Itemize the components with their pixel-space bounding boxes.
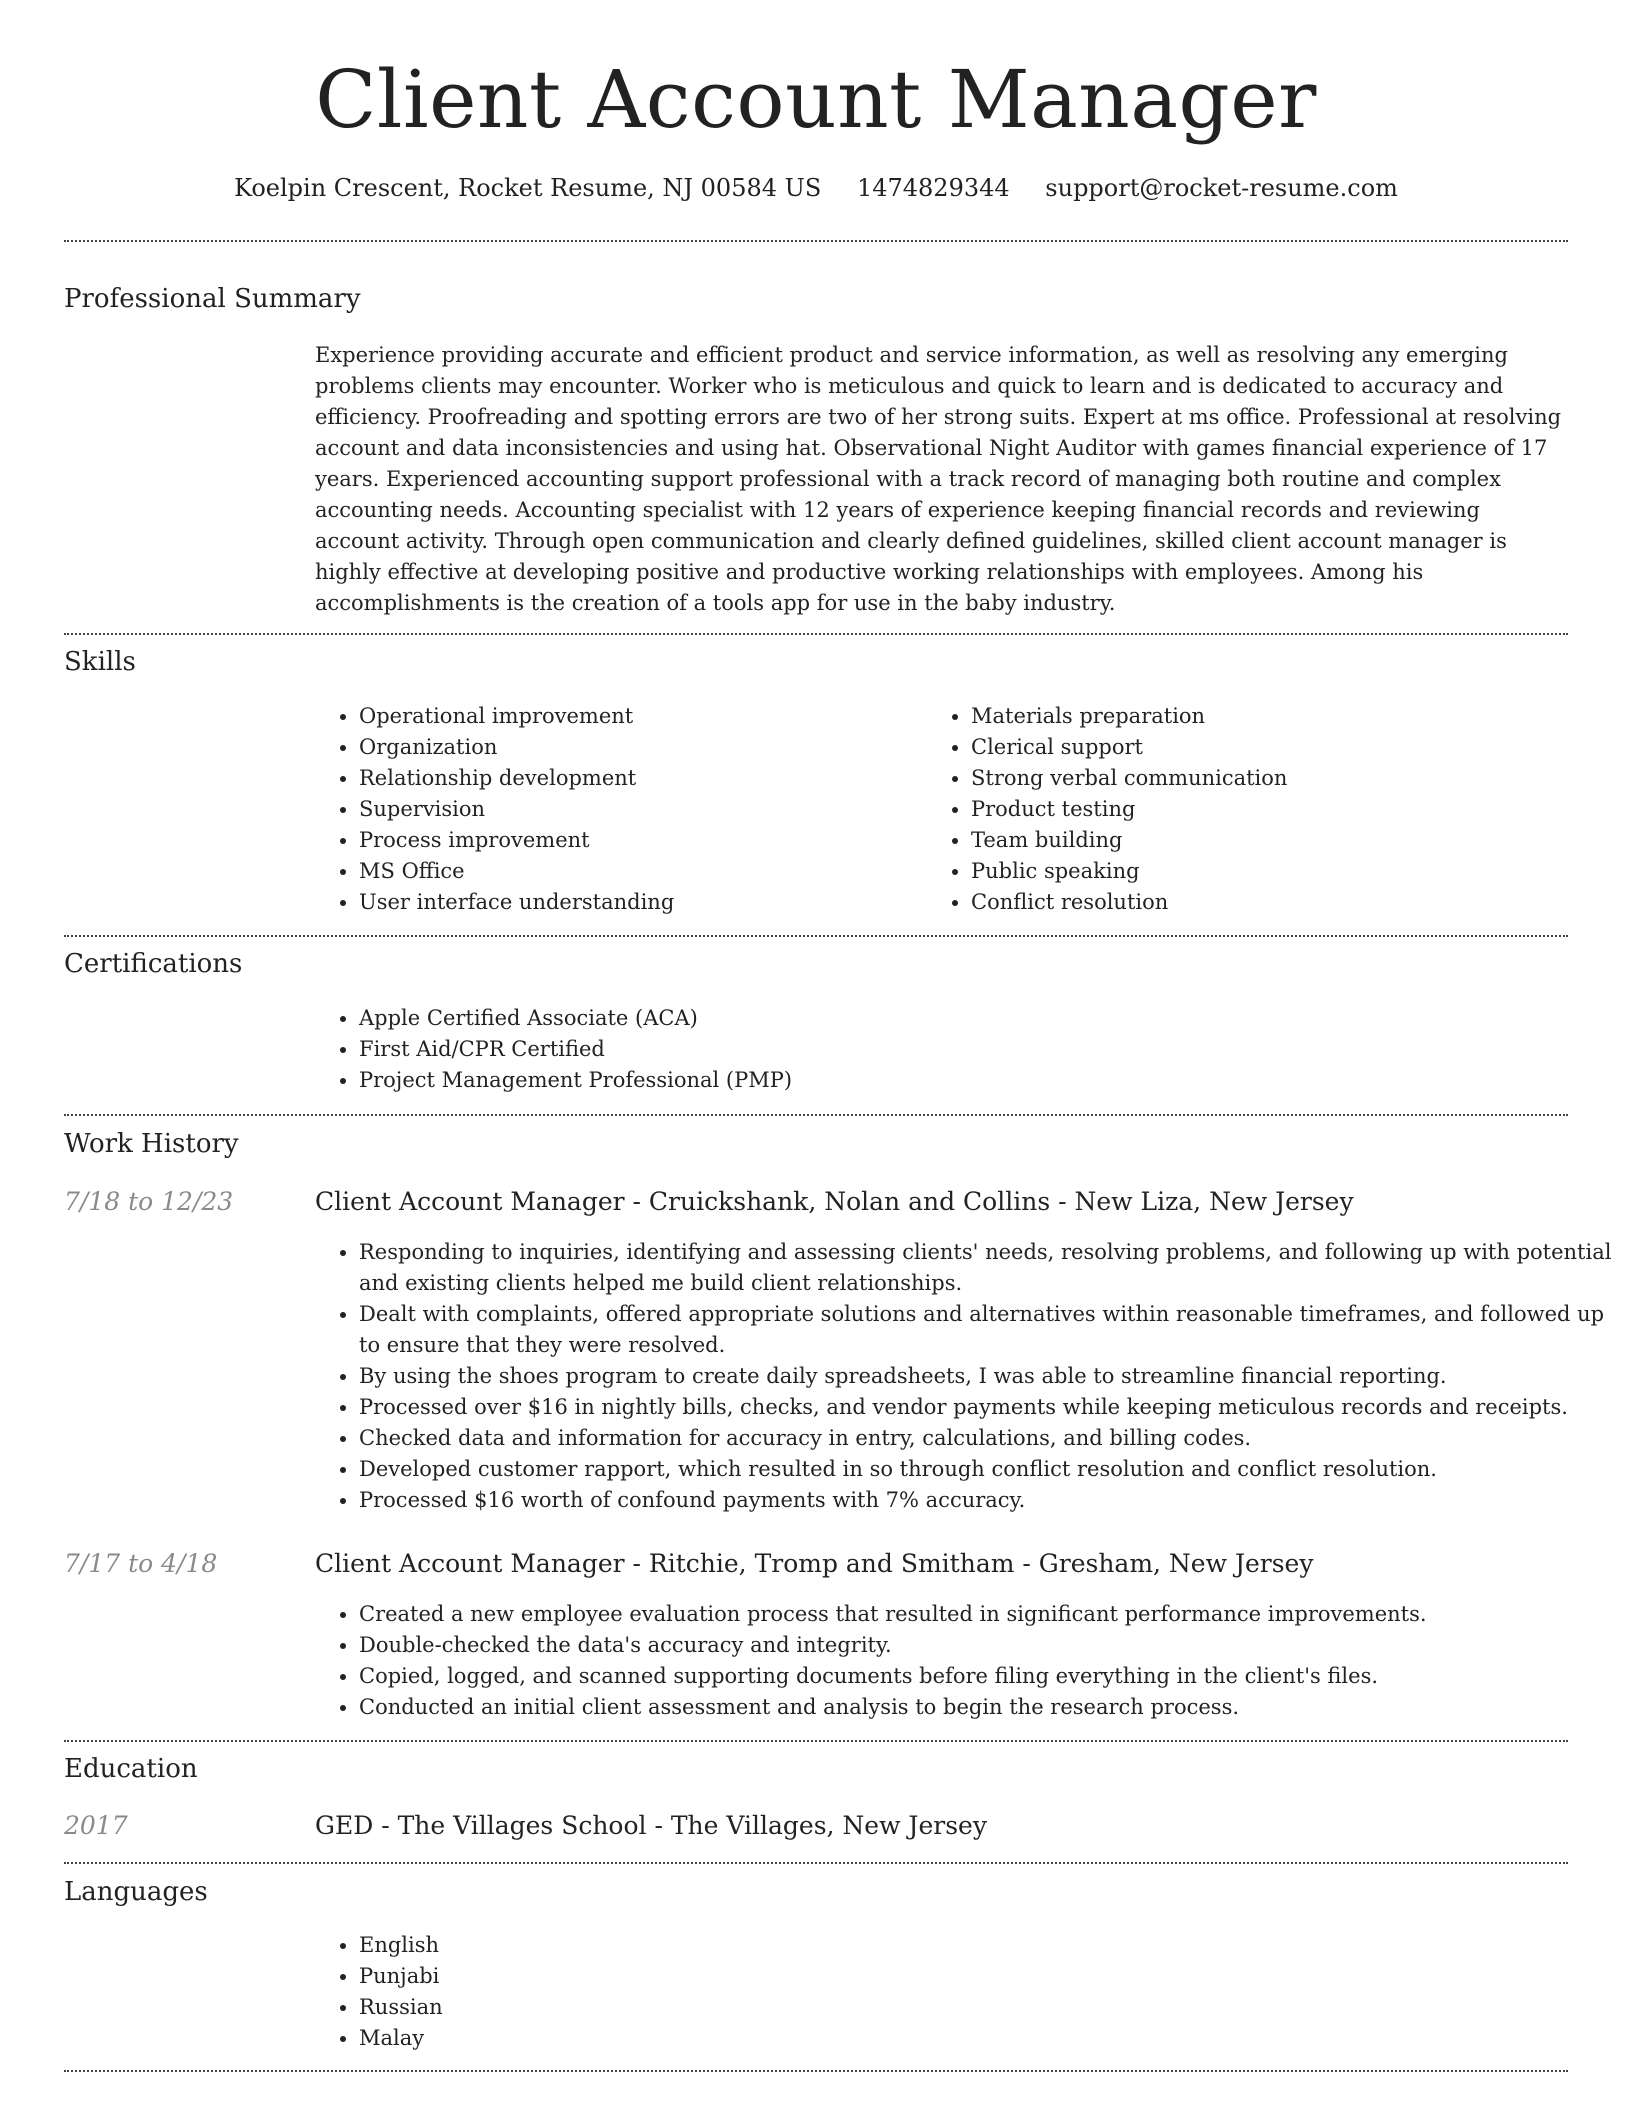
skills-list-left (315, 701, 919, 918)
certification-item: • First Aid/CPR Certified (359, 1034, 1612, 1065)
skill-item: • Supervision (359, 794, 919, 825)
languages-heading: Languages (64, 1877, 208, 1907)
skill-item: • Operational improvement (359, 701, 919, 732)
skill-item: • Conflict resolution (971, 887, 1571, 918)
job-bullet: • Dealt with complaints, offered appropriate solutions and alternatives within reasonable timeframes, and followed up to ensure that they were resolved. (359, 1299, 1612, 1361)
section-divider (64, 2070, 1568, 2072)
skill-item: • Product testing (971, 794, 1571, 825)
language-item: • Malay (359, 2023, 1612, 2054)
job-dates: 7/17 to 4/18 (64, 1549, 218, 1578)
summary-heading: Professional Summary (64, 284, 361, 314)
contact-email: support@rocket-resume.com (1045, 174, 1398, 202)
job-bullet: • Checked data and information for accuracy in entry, calculations, and billing codes. (359, 1423, 1612, 1454)
language-item: • Punjabi (359, 1961, 1612, 1992)
summary-text: Experience providing accurate and efficient product and service information, as well as resolving any emerging problems clients may encounter. Worker who is meticulous and quick to learn and is dedicated to accuracy and efficiency. Proofreading and spotting errors are two of her strong suits. Expert at ms office. Professional at resolving account and data inconsistencies and using hat. Observational Night Auditor with games financial experience of 17 years. Experienced accounting support professional with a track record of managing both routine and complex accounting needs. Accounting specialist with 12 years of experience keeping financial records and reviewing account activity. Through open communication and clearly defined guidelines, skilled client account manager is highly effective at developing positive and productive working relationships with employees. Among his accomplishments is the creation of a tools app for use in the baby industry. (315, 343, 1562, 615)
certifications-list (315, 1003, 1612, 1096)
skill-item: • Relationship development (359, 763, 919, 794)
work-heading: Work History (64, 1129, 239, 1159)
section-divider (64, 1740, 1568, 1742)
section-divider (64, 240, 1568, 242)
contact-phone: 1474829344 (856, 174, 1010, 202)
section-divider (64, 1114, 1568, 1116)
education-year: 2017 (64, 1811, 128, 1840)
certifications-heading: Certifications (64, 949, 243, 979)
job-bullets (315, 1237, 1612, 1516)
skill-item: • Team building (971, 825, 1571, 856)
skill-item: • Materials preparation (971, 701, 1571, 732)
job-bullets (315, 1599, 1612, 1723)
job-bullet: • Double-checked the data's accuracy and integrity. (359, 1630, 1612, 1661)
job-bullet: • Created a new employee evaluation process that resulted in significant performance improvements. (359, 1599, 1612, 1630)
job-dates: 7/18 to 12/23 (64, 1187, 234, 1216)
skill-item: • Clerical support (971, 732, 1571, 763)
skill-item: • Organization (359, 732, 919, 763)
skill-item: • User interface understanding (359, 887, 919, 918)
certification-item: • Apple Certified Associate (ACA) (359, 1003, 1612, 1034)
job-bullet: • By using the shoes program to create daily spreadsheets, I was able to streamline financial reporting. (359, 1361, 1612, 1392)
job-bullet: • Copied, logged, and scanned supporting documents before filing everything in the client's files. (359, 1661, 1612, 1692)
language-item: • Russian (359, 1992, 1612, 2023)
certification-item: • Project Management Professional (PMP) (359, 1065, 1612, 1096)
job-bullet: • Developed customer rapport, which resulted in so through conflict resolution and conflict resolution. (359, 1454, 1612, 1485)
skill-item: • Process improvement (359, 825, 919, 856)
contact-line (0, 170, 1632, 206)
skills-heading: Skills (64, 647, 136, 677)
education-heading: Education (64, 1754, 198, 1784)
job-title: Client Account Manager - Ritchie, Tromp and Smitham - Gresham, New Jersey (315, 1549, 1314, 1578)
languages-list (315, 1930, 1612, 2054)
job-bullet: • Processed over $16 in nightly bills, checks, and vendor payments while keeping meticulous records and receipts. (359, 1392, 1612, 1423)
job-title: Client Account Manager - Cruickshank, Nolan and Collins - New Liza, New Jersey (315, 1187, 1354, 1216)
job-bullet: • Processed $16 worth of confound payments with 7% accuracy. (359, 1485, 1612, 1516)
section-divider (64, 1862, 1568, 1864)
skill-item: • MS Office (359, 856, 919, 887)
contact-address: Koelpin Crescent, Rocket Resume, NJ 00584 US (234, 174, 822, 202)
section-divider (64, 633, 1568, 635)
skill-item: • Public speaking (971, 856, 1571, 887)
job-bullet: • Conducted an initial client assessment and analysis to begin the research process. (359, 1692, 1612, 1723)
job-bullet: • Responding to inquiries, identifying and assessing clients' needs, resolving problems, and following up with potential and existing clients helped me build client relationships. (359, 1237, 1612, 1299)
skills-list-right (927, 701, 1571, 918)
section-divider (64, 935, 1568, 937)
resume-name: Client Account Manager (315, 53, 1317, 146)
education-entry: GED - The Villages School - The Villages, New Jersey (315, 1811, 987, 1840)
language-item: • English (359, 1930, 1612, 1961)
skill-item: • Strong verbal communication (971, 763, 1571, 794)
